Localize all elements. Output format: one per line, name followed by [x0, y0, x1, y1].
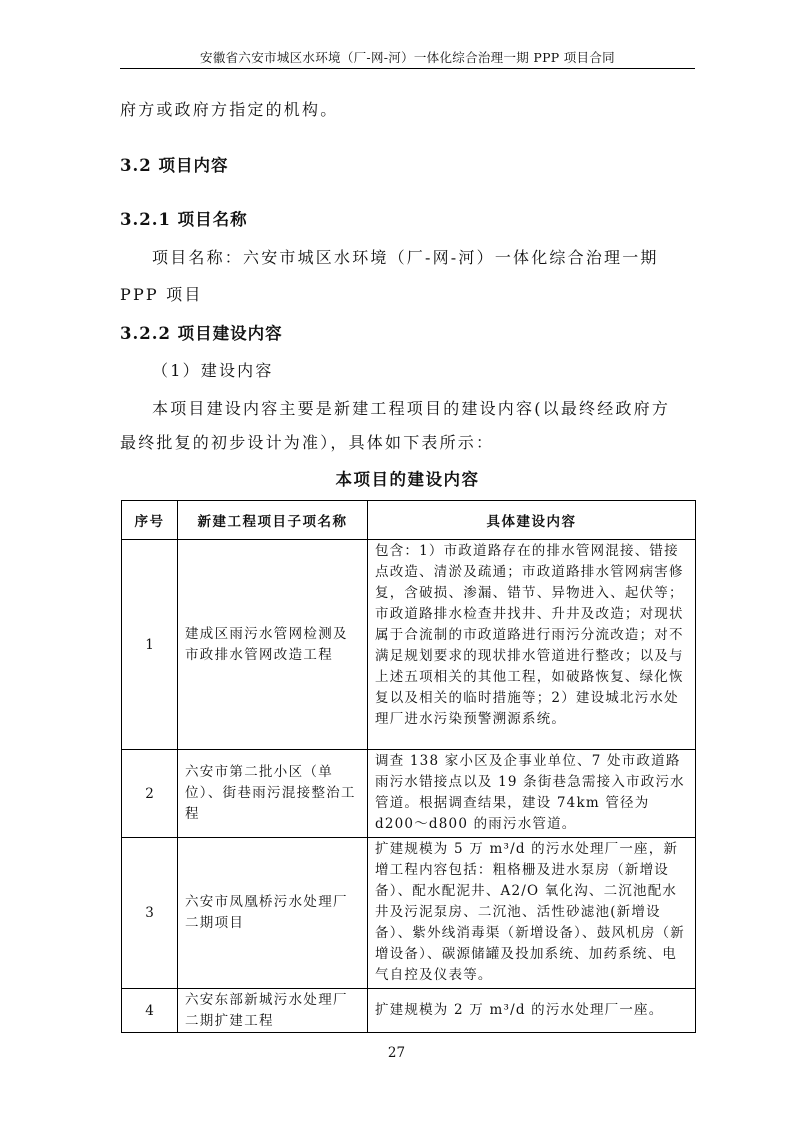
header-item-name: 新建工程项目子项名称 — [178, 501, 368, 540]
row-item-name: 六安市第二批小区（单位）、街巷雨污混接整治工程 — [178, 750, 368, 838]
construction-content-table — [121, 500, 696, 1033]
description-line-2: 最终批复的初步设计为准），具体如下表所示： — [120, 433, 495, 452]
table-row — [122, 838, 696, 989]
description-line-1: 本项目建设内容主要是新建工程项目的建设内容(以最终经政府方 — [152, 399, 671, 418]
page-number: 27 — [387, 1045, 406, 1061]
project-name-line-2: PPP 项目 — [120, 285, 203, 304]
row-seq-no: 2 — [122, 750, 178, 838]
row-item-name: 建成区雨污水管网检测及市政排水管网改造工程 — [178, 540, 368, 750]
row-content: 包含：1）市政道路存在的排水管网混接、错接点改造、清淤及疏通；市政道路排水管网病害修复，含破损、渗漏、错节、异物进入、起伏等； 市政道路排水检查井找井、升井及改造；对现状属于合流制的市政道路进行雨污分流改造；对不满足规划要求的现状排水管道进行整改；以及与上述五项相关的其他工程，如破路恢复、绿化恢复以及相关的临时措施等；2）建设城北污水处理厂进水污染预警溯源系统。 — [368, 540, 696, 750]
row-content: 扩建规模为 2 万 m³/d 的污水处理厂一座。 — [368, 989, 696, 1033]
row-content: 扩建规模为 5 万 m³/d 的污水处理厂一座，新增工程内容包括：粗格栅及进水泵房（新增设备）、配水配泥井、A2/O 氧化沟、二沉池配水井及污泥泵房、二沉池、活性砂滤池(新增设备）、紫外线消毒渠（新增设备）、鼓风机房（新增设备）、碳源储罐及投加系统、加药系统、电气自控及仪表等。 — [368, 838, 696, 989]
row-seq-no: 4 — [122, 989, 178, 1033]
header-seq-no: 序号 — [122, 501, 178, 540]
table-header-row — [122, 501, 696, 540]
row-item-name: 六安东部新城污水处理厂二期扩建工程 — [178, 989, 368, 1033]
header-divider — [120, 68, 695, 69]
table-row — [122, 540, 696, 750]
intro-paragraph: 府方或政府方指定的机构。 — [120, 100, 339, 119]
section-heading-3-2-1: 3.2.1 项目名称 — [120, 210, 248, 229]
row-content: 调查 138 家小区及企事业单位、7 处市政道路雨污水错接点以及 19 条街巷急需接入市政污水管道。根据调查结果，建设 74km 管径为 d200～d800 的雨污水管道。 — [368, 750, 696, 838]
row-item-name: 六安市凤凰桥污水处理厂二期项目 — [178, 838, 368, 989]
table-row — [122, 750, 696, 838]
page-header: 安徽省六安市城区水环境（厂-网-河）一体化综合治理一期 PPP 项目合同 — [200, 50, 615, 65]
section-heading-3-2: 3.2 项目内容 — [120, 156, 229, 175]
row-seq-no: 1 — [122, 540, 178, 750]
subheading-construction-content: （1）建设内容 — [152, 361, 274, 380]
project-name-line-1: 项目名称：六安市城区水环境（厂-网-河）一体化综合治理一期 — [152, 248, 659, 267]
table-caption: 本项目的建设内容 — [335, 470, 480, 489]
header-content: 具体建设内容 — [368, 501, 696, 540]
row-seq-no: 3 — [122, 838, 178, 989]
table-row — [122, 989, 696, 1033]
section-heading-3-2-2: 3.2.2 项目建设内容 — [120, 324, 283, 343]
